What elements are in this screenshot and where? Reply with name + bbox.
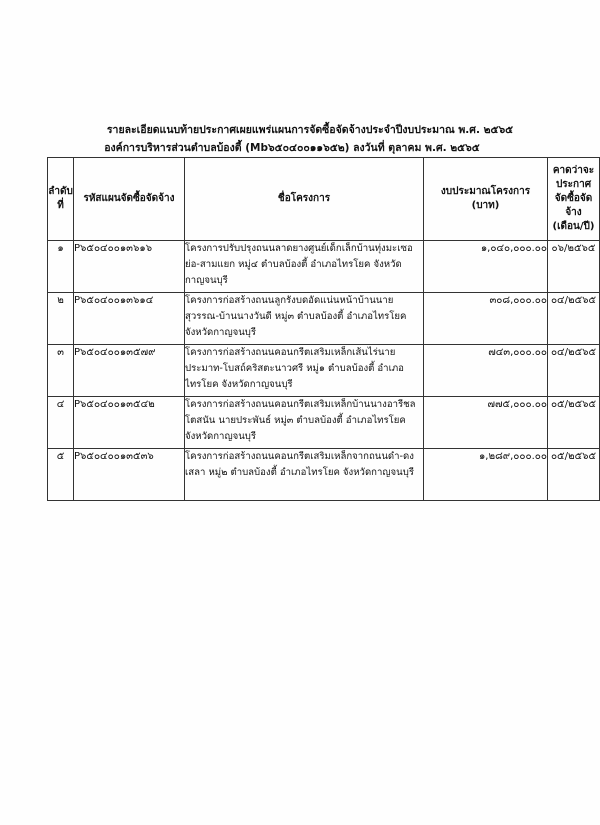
- table-row: [48, 449, 600, 501]
- row-number: ๔: [48, 397, 74, 449]
- project-budget: ๑,๒๘๙,๐๐๐.๐๐: [424, 449, 548, 501]
- column-header-no-line: ลำดับ: [48, 186, 73, 197]
- procurement-plan-table: [47, 157, 600, 501]
- column-header-no: [48, 158, 74, 241]
- project-budget: ๗๗๕,๐๐๐.๐๐: [424, 397, 548, 449]
- table-row: [48, 293, 600, 345]
- plan-code: P๖๕๐๔๐๐๑๓๖๑๔: [74, 293, 185, 345]
- project-name: โครงการก่อสร้างถนนคอนกรีตเสริมเหล็กจากถนนดำ-ดงเสลา หมู่๒ ตำบลบ้องตี้ อำเภอไทรโยค จังหวัดกาญจนบุรี: [185, 449, 424, 501]
- column-header-name: ชื่อโครงการ: [185, 158, 424, 241]
- project-name: โครงการก่อสร้างถนนคอนกรีตเสริมเหล็กบ้านนางอารีชล โตสนัน นายประพันธ์ หมู่๓ ตำบลบ้องตี้ อำเภอไทรโยค จังหวัดกาญจนบุรี: [185, 397, 424, 449]
- row-number: ๓: [48, 345, 74, 397]
- table-row: [48, 397, 600, 449]
- plan-code: P๖๕๐๔๐๐๑๓๕๔๒: [74, 397, 185, 449]
- plan-code: P๖๕๐๔๐๐๑๓๕๗๙: [74, 345, 185, 397]
- expected-date: ๐๕/๒๕๖๕: [548, 397, 600, 449]
- column-header-budget: [424, 158, 548, 241]
- table-row: [48, 345, 600, 397]
- project-budget: ๑,๐๔๐,๐๐๐.๐๐: [424, 241, 548, 293]
- row-number: ๕: [48, 449, 74, 501]
- project-budget: ๓๐๘,๐๐๐.๐๐: [424, 293, 548, 345]
- plan-code: P๖๕๐๔๐๐๑๓๖๑๖: [74, 241, 185, 293]
- column-header-date-line: ประกาศ: [555, 179, 592, 190]
- column-header-code: รหัสแผนจัดซื้อจัดจ้าง: [74, 158, 185, 241]
- plan-code: P๖๕๐๔๐๐๑๓๕๓๖: [74, 449, 185, 501]
- project-budget: ๗๔๓,๐๐๐.๐๐: [424, 345, 548, 397]
- table-row: [48, 241, 600, 293]
- project-name: โครงการปรับปรุงถนนลาดยางศูนย์เด็กเล็กบ้านทุ่งมะเซอย่อ-สามแยก หมู่๔ ตำบลบ้องตี้ อำเภอไทรโยค จังหวัดกาญจนบุรี: [185, 241, 424, 293]
- project-name: โครงการก่อสร้างถนนลูกรังบดอัดแน่นหน้าบ้านนายสุวรรณ-บ้านนางวันดี หมู่๓ ตำบลบ้องตี้ อำเภอไทรโยค จังหวัดกาญจนบุรี: [185, 293, 424, 345]
- column-header-date-line: (เดือน/ปี): [552, 221, 595, 232]
- document-subtitle: องค์การบริหารส่วนตำบลบ้องตี้ (Mb๖๕๐๔๐๐๑๑๖๕๒) ลงวันที่ ตุลาคม พ.ศ. ๒๕๖๕: [104, 142, 480, 154]
- column-header-date: [548, 158, 600, 241]
- expected-date: ๐๖/๒๕๖๕: [548, 241, 600, 293]
- document-title: รายละเอียดแนบท้ายประกาศเผยแพร่แผนการจัดซื้อจัดจ้างประจำปีงบประมาณ พ.ศ. ๒๕๖๕: [106, 124, 514, 136]
- expected-date: ๐๔/๒๕๖๕: [548, 293, 600, 345]
- column-header-budget-line: (บาท): [471, 200, 500, 211]
- column-header-date-line: จ้าง: [565, 207, 582, 218]
- column-header-date-line: คาดว่าจะ: [552, 165, 595, 176]
- row-number: ๒: [48, 293, 74, 345]
- expected-date: ๐๕/๒๕๖๕: [548, 449, 600, 501]
- project-name: โครงการก่อสร้างถนนคอนกรีตเสริมเหล็กเส้นไร่นายประมาท-โบสถ์คริสตะนาวศรี หมู่๑ ตำบลบ้องตี้ อำเภอไทรโยค จังหวัดกาญจนบุรี: [185, 345, 424, 397]
- row-number: ๑: [48, 241, 74, 293]
- column-header-no-line: ที่: [57, 200, 64, 211]
- expected-date: ๐๔/๒๕๖๕: [548, 345, 600, 397]
- column-header-budget-line: งบประมาณโครงการ: [440, 186, 531, 197]
- table-header-row: [48, 158, 600, 241]
- column-header-date-line: จัดซื้อจัด: [554, 193, 593, 204]
